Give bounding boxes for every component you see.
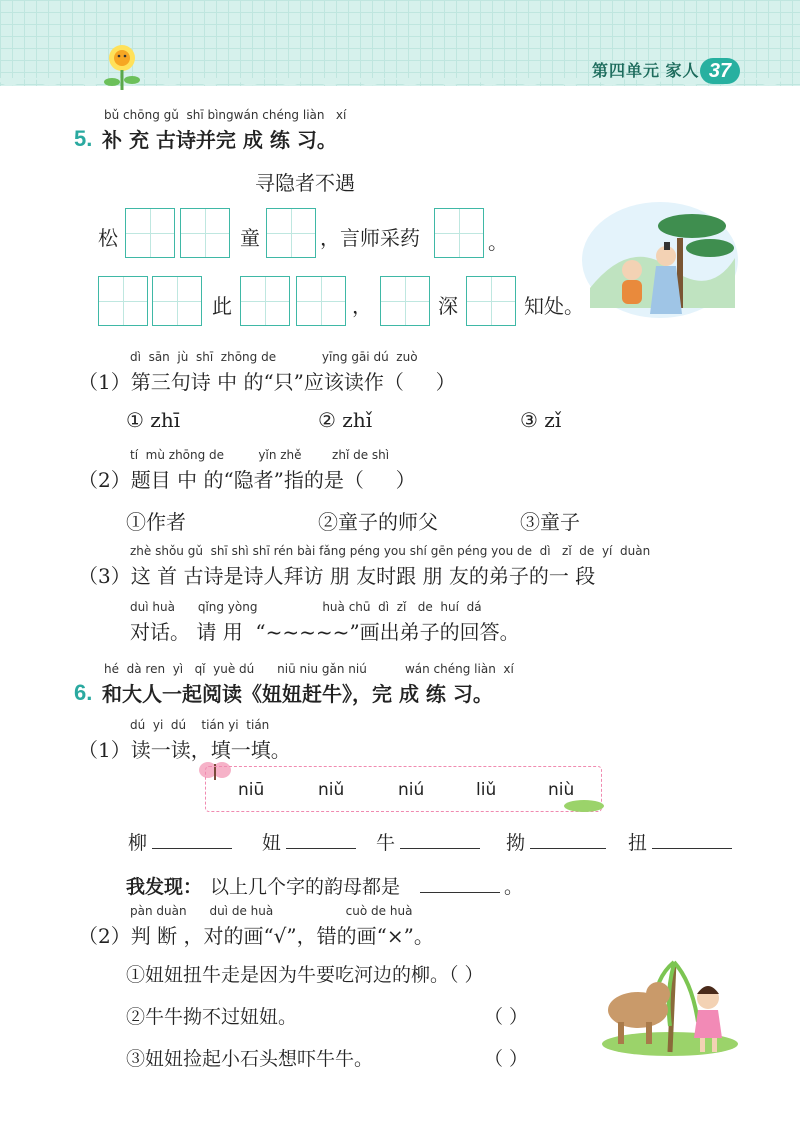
fill-blank[interactable] [652, 832, 732, 849]
poem-char: 松 [98, 226, 118, 250]
page-number: 37 [700, 58, 740, 84]
q6-pinyin: hé dà ren yì qǐ yuè dú niū niu gǎn niú wán chéng liàn xí [104, 662, 514, 676]
q5-sub1-pinyin: dì sān jù shī zhōng de yīng gāi dú zuò [130, 350, 418, 364]
poem-char: 深 [438, 294, 458, 318]
unit-title: 第四单元 家人 [592, 63, 700, 80]
q6-sub1-pinyin: dú yi dú tián yi tián [130, 718, 270, 732]
char-box[interactable] [240, 276, 290, 326]
poem-punct: ， [352, 294, 372, 318]
q5-sub3-question2: 对话。 请 用 “~~~~~”画出弟子的回答。 [130, 620, 520, 644]
char-box[interactable] [466, 276, 516, 326]
poem-text: ，言师采药 [320, 226, 420, 250]
option[interactable]: ②童子的师父 [318, 510, 438, 534]
fill-blank[interactable] [400, 832, 480, 849]
q6-sub2-question: （2）判 断 ，对的画“√”，错的画“×”。 [78, 924, 434, 948]
poem-punct: 。 [488, 230, 508, 254]
fill-char: 扭 [628, 832, 648, 854]
q5-sub2-pinyin: tí mù zhōng de yǐn zhě zhǐ de shì [130, 448, 390, 462]
char-box[interactable] [125, 208, 175, 258]
q5-pinyin: bǔ chōng gǔ shī bìngwán chéng liàn xí [104, 108, 347, 122]
q5-number: 5. [74, 126, 93, 151]
banner-pinyin: niú [398, 780, 425, 800]
banner-pinyin: niù [548, 780, 575, 800]
judge-item[interactable]: ③妞妞捡起小石头想吓牛牛。 [126, 1048, 374, 1070]
discover-end: 。 [504, 876, 524, 898]
q5-sub1-question: （1）第三句诗 中 的“只”应该读作（ ） [78, 370, 456, 394]
char-box[interactable] [380, 276, 430, 326]
girl-cow-illustration [600, 952, 740, 1056]
q5-sub3-pinyin2: duì huà qǐng yòng huà chū dì zǐ de huí dá [130, 600, 482, 614]
q6-sub1-question: （1）读一读，填一填。 [78, 738, 291, 762]
q5-sub3-question: （3）这 首 古诗是诗人拜访 朋 友时跟 朋 友的弟子的一 段 [78, 564, 596, 588]
fill-char: 柳 [128, 832, 148, 854]
char-box[interactable] [180, 208, 230, 258]
char-box[interactable] [434, 208, 484, 258]
option[interactable]: ③ zǐ [520, 408, 562, 432]
discover-blank[interactable] [420, 876, 500, 893]
q6-title: 和大人一起阅读《妞妞赶牛》，完 成 练 习。 [102, 682, 493, 706]
banner-pinyin: niǔ [318, 780, 345, 800]
grass-icon [562, 792, 606, 812]
char-box[interactable] [98, 276, 148, 326]
discover-label: 我发现： [126, 877, 203, 898]
option[interactable]: ② zhǐ [318, 408, 373, 432]
poem-title: 寻隐者不遇 [255, 171, 355, 195]
banner-pinyin: niū [238, 780, 265, 800]
q5-sub2-question: （2）题目 中 的“隐者”指的是（ ） [78, 468, 416, 492]
char-box[interactable] [152, 276, 202, 326]
option[interactable]: ③童子 [520, 510, 580, 534]
poem-text: 知处。 [524, 294, 584, 318]
judge-item[interactable]: ①妞妞扭牛走是因为牛要吃河边的柳。（ ） [126, 964, 484, 986]
fill-char: 牛 [376, 832, 396, 854]
char-box[interactable] [296, 276, 346, 326]
fill-char: 拗 [506, 832, 526, 854]
banner-pinyin: liǔ [476, 780, 497, 800]
judge-paren[interactable]: （ ） [484, 1048, 529, 1070]
char-box[interactable] [266, 208, 316, 258]
fill-blank[interactable] [286, 832, 356, 849]
q6-number: 6. [74, 680, 93, 705]
fill-blank[interactable] [152, 832, 232, 849]
judge-paren[interactable]: （ ） [484, 1006, 529, 1028]
discover-text: 以上几个字的韵母都是 [210, 876, 401, 898]
q5-sub3-pinyin: zhè shǒu gǔ shī shì shī rén bài fǎng péng you shí gēn péng you de dì zǐ de yí duàn [130, 544, 651, 558]
poet-boy-illustration [580, 198, 740, 320]
fill-char: 妞 [262, 832, 282, 854]
poem-char: 童 [240, 226, 260, 250]
poem-char: 此 [212, 294, 232, 318]
option[interactable]: ①作者 [126, 510, 186, 534]
option[interactable]: ① zhī [126, 408, 181, 432]
judge-item[interactable]: ②牛牛拗不过妞妞。 [126, 1006, 298, 1028]
q5-title: 补 充 古诗并完 成 练 习。 [102, 128, 337, 152]
q6-sub2-pinyin: pàn duàn duì de huà cuò de huà [130, 904, 413, 918]
sunflower-icon [98, 40, 146, 90]
fill-blank[interactable] [530, 832, 606, 849]
